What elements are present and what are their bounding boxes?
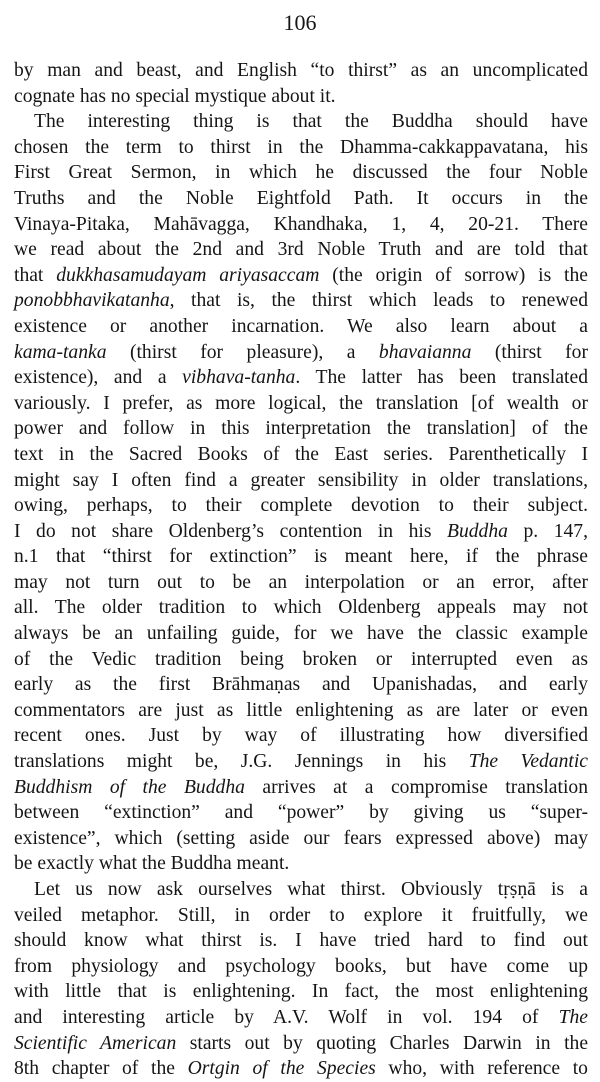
text-line xyxy=(14,1005,588,1031)
text-segment: of the Vedic tradition being broken or interrupted even as xyxy=(14,648,588,670)
text-segment: should know what thirst is. I have tried hard to find out xyxy=(14,930,588,952)
text-line xyxy=(14,263,588,289)
text-segment: Let us now ask ourselves what thirst. Obviously tṛṣṇā is a xyxy=(34,879,588,900)
text-segment: power and follow in this interpretation the translation] of the xyxy=(14,418,588,440)
text-line xyxy=(14,314,588,340)
text-segment: text in the Sacred Books of the East series. Parenthetically I xyxy=(14,443,588,465)
text-segment: might say I often find a greater sensibility in older translations, xyxy=(14,469,588,491)
text-segment: cognate has no special mystique about it. xyxy=(14,85,336,107)
text-segment: . The latter has been translated xyxy=(295,367,588,389)
text-segment: , that is, the thirst which leads to renewed xyxy=(169,290,588,312)
text-line xyxy=(14,442,588,468)
text-line xyxy=(14,851,588,877)
italic-text-segment: bhavaianna xyxy=(378,341,472,363)
text-line xyxy=(14,84,588,110)
text-segment: translations might be, J.G. Jennings in his xyxy=(14,751,469,773)
text-line xyxy=(14,109,588,135)
text-line xyxy=(14,749,588,775)
text-segment: recent ones. Just by way of illustrating how diversified xyxy=(14,725,588,747)
text-segment: existence”, which (setting aside our fears expressed above) may xyxy=(14,827,588,849)
text-segment: early as the first Brāhmaṇas and Upanishadas, and early xyxy=(14,674,588,696)
body-text xyxy=(14,58,588,1082)
text-segment: First Great Sermon, in which he discussed the four Noble xyxy=(14,162,588,184)
text-line xyxy=(14,416,588,442)
text-segment: veiled metaphor. Still, in order to explore it fruitfully, we xyxy=(14,904,588,926)
text-segment: The interesting thing is that the Buddha should have xyxy=(34,111,588,133)
text-segment: commentators are just as little enlightening as are later or even xyxy=(14,699,588,721)
italic-text-segment: The Vedantic xyxy=(468,751,588,773)
text-segment: between “extinction” and “power” by giving us “super- xyxy=(14,802,588,824)
text-segment: (thirst for pleasure), a xyxy=(106,341,379,363)
italic-text-segment: Ortgin of the Species xyxy=(187,1058,376,1080)
text-line xyxy=(14,186,588,212)
text-line xyxy=(14,340,588,366)
text-line xyxy=(14,365,588,391)
text-segment: and interesting article by A.V. Wolf in vol. 194 of xyxy=(14,1006,559,1028)
text-segment: starts out by quoting Charles Darwin in the xyxy=(176,1032,589,1054)
text-segment: owing, perhaps, to their complete devotion to their subject. xyxy=(14,495,588,517)
text-line xyxy=(14,698,588,724)
italic-text-segment: Buddhism of the Buddha xyxy=(14,776,245,798)
text-segment: by man and beast, and English “to thirst” as an uncomplicated xyxy=(14,60,588,81)
text-line xyxy=(14,544,588,570)
text-line xyxy=(14,979,588,1005)
text-line xyxy=(14,775,588,801)
text-line xyxy=(14,877,588,903)
text-line xyxy=(14,1031,588,1057)
text-line xyxy=(14,826,588,852)
text-segment: existence), and a xyxy=(14,367,183,389)
text-line xyxy=(14,570,588,596)
text-segment: (the origin of sorrow) is the xyxy=(319,264,588,286)
text-line xyxy=(14,135,588,161)
text-segment: (thirst for xyxy=(471,341,588,363)
text-segment: who, with reference to xyxy=(375,1058,588,1080)
text-segment: p. 147, xyxy=(507,520,589,542)
text-line xyxy=(14,954,588,980)
text-line xyxy=(14,672,588,698)
text-segment: be exactly what the Buddha meant. xyxy=(14,853,290,875)
text-segment: Vinaya-Pitaka, Mahāvagga, Khandhaka, 1, 4, 20-21. There xyxy=(14,213,588,235)
text-segment: existence or another incarnation. We also learn about a xyxy=(14,315,588,337)
text-segment: with little that is enlightening. In fact, the most enlightening xyxy=(14,981,588,1003)
text-segment: arrives at a compromise translation xyxy=(244,776,588,798)
italic-text-segment: vibhava-tanha xyxy=(182,367,296,389)
text-segment: that xyxy=(14,264,57,286)
text-line xyxy=(14,621,588,647)
text-line xyxy=(14,723,588,749)
text-line xyxy=(14,800,588,826)
text-segment: we read about the 2nd and 3rd Noble Truth and are told that xyxy=(14,239,588,261)
text-line xyxy=(14,493,588,519)
text-line xyxy=(14,595,588,621)
text-segment: chosen the term to thirst in the Dhamma-cakkappavatana, his xyxy=(14,136,588,158)
text-segment: variously. I prefer, as more logical, the translation [of wealth or xyxy=(14,392,588,414)
text-line xyxy=(14,288,588,314)
text-line xyxy=(14,928,588,954)
italic-text-segment: ponobbhavikatanha xyxy=(14,290,170,312)
italic-text-segment: Scientific American xyxy=(14,1032,177,1054)
text-line xyxy=(14,1056,588,1082)
text-line xyxy=(14,160,588,186)
text-segment: n.1 that “thirst for extinction” is meant here, if the phrase xyxy=(14,546,588,568)
italic-text-segment: The xyxy=(558,1006,588,1028)
text-line xyxy=(14,237,588,263)
text-line xyxy=(14,519,588,545)
italic-text-segment: Buddha xyxy=(447,520,508,542)
text-segment: I do not share Oldenberg’s contention in his xyxy=(14,520,447,542)
italic-text-segment: kama-tanka xyxy=(14,341,107,363)
text-line xyxy=(14,212,588,238)
text-segment: always be an unfailing guide, for we have the classic example xyxy=(14,623,588,645)
italic-text-segment: dukkhasamudayam ariyasaccam xyxy=(56,264,320,286)
text-segment: all. The older tradition to which Oldenberg appeals may not xyxy=(14,597,588,619)
text-line xyxy=(14,647,588,673)
text-segment: from physiology and psychology books, but have come up xyxy=(14,955,588,977)
text-segment: Truths and the Noble Eightfold Path. It occurs in the xyxy=(14,187,588,209)
text-segment: may not turn out to be an interpolation or an error, after xyxy=(14,571,588,593)
text-line xyxy=(14,468,588,494)
text-segment: 8th chapter of the xyxy=(14,1058,188,1080)
page-number: 106 xyxy=(283,10,317,35)
text-line xyxy=(14,391,588,417)
text-line xyxy=(14,58,588,84)
text-line xyxy=(14,903,588,929)
